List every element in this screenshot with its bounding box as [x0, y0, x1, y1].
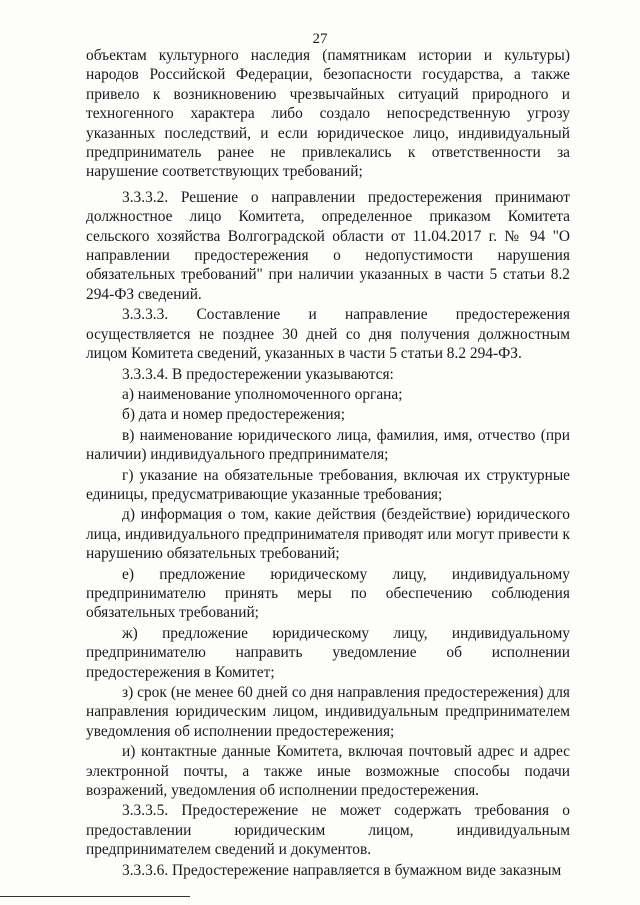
list-item-z: з) срок (не менее 60 дней со дня направления предостережения) для направления юридическим лицом, индивидуальным предпринимателем уведомления об исполнении предостережения; [86, 684, 570, 740]
paragraph-3-3-3-3: 3.3.3.3. Составление и направление предостережения осуществляется не позднее 30 дней со дня получения должностным лицом Комитета сведений, указанных в части 5 статьи 8.2 294-ФЗ. [86, 306, 570, 363]
paragraph-3-3-3-4: 3.3.3.4. В предостережении указываются: [122, 365, 394, 383]
list-item-d: д) информация о том, какие действия (бездействие) юридического лица, индивидуального предпринимателя приводят или могут привести к нарушению обязательных требований; [86, 506, 570, 563]
paragraph-continuation: объектам культурного наследия (памятникам истории и культуры) народов Российской Федерации, безопасности государства, а также привело к возникновению чрезвычайных ситуаций природного и техногенного характера либо создало непосредственную угрозу указанных последствий, и если юридическое лицо, индивидуальный предприниматель ранее не привлекались к ответственности за нарушение соответствующих требований; [86, 47, 570, 181]
page-number: 27 [312, 31, 328, 47]
footnote-separator-line [0, 896, 190, 897]
paragraph-3-3-3-2: 3.3.3.2. Решение о направлении предостережения принимают должностное лицо Комитета, определенное приказом Комитета сельского хозяйства Волгоградской области от 11.04.2017 г. № 94 "О направлении предостережения о недопустимости нарушения обязательных требований" при наличии указанных в части 5 статьи 8.2 294-ФЗ сведений. [86, 188, 570, 303]
paragraph-3-3-3-6: 3.3.3.6. Предостережение направляется в бумажном виде заказным [122, 861, 562, 879]
list-item-v: в) наименование юридического лица, фамилия, имя, отчество (при наличии) индивидуального предпринимателя; [86, 426, 570, 464]
list-item-e: е) предложение юридическому лицу, индивидуальному предпринимателю принять меры по обеспечению соблюдения обязательных требований; [86, 565, 570, 622]
list-item-i: и) контактные данные Комитета, включая почтовый адрес и адрес электронной почты, а также иные возможные способы подачи возражений, уведомления об исполнении предостережения. [86, 743, 570, 800]
list-item-b: б) дата и номер предостережения; [122, 406, 345, 424]
list-item-a: а) наименование уполномоченного органа; [122, 385, 403, 403]
paragraph-3-3-3-5: 3.3.3.5. Предостережение не может содержать требования о предоставлении юридическим лицом, индивидуальным предпринимателем сведений и документов. [86, 802, 570, 859]
list-item-g: г) указание на обязательные требования, включая их структурные единицы, предусматривающие указанные требования; [86, 466, 570, 503]
document-body [86, 46, 570, 881]
list-item-zh: ж) предложение юридическому лицу, индивидуальному предпринимателю направить уведомление об исполнении предостережения в Комитет; [86, 624, 570, 681]
